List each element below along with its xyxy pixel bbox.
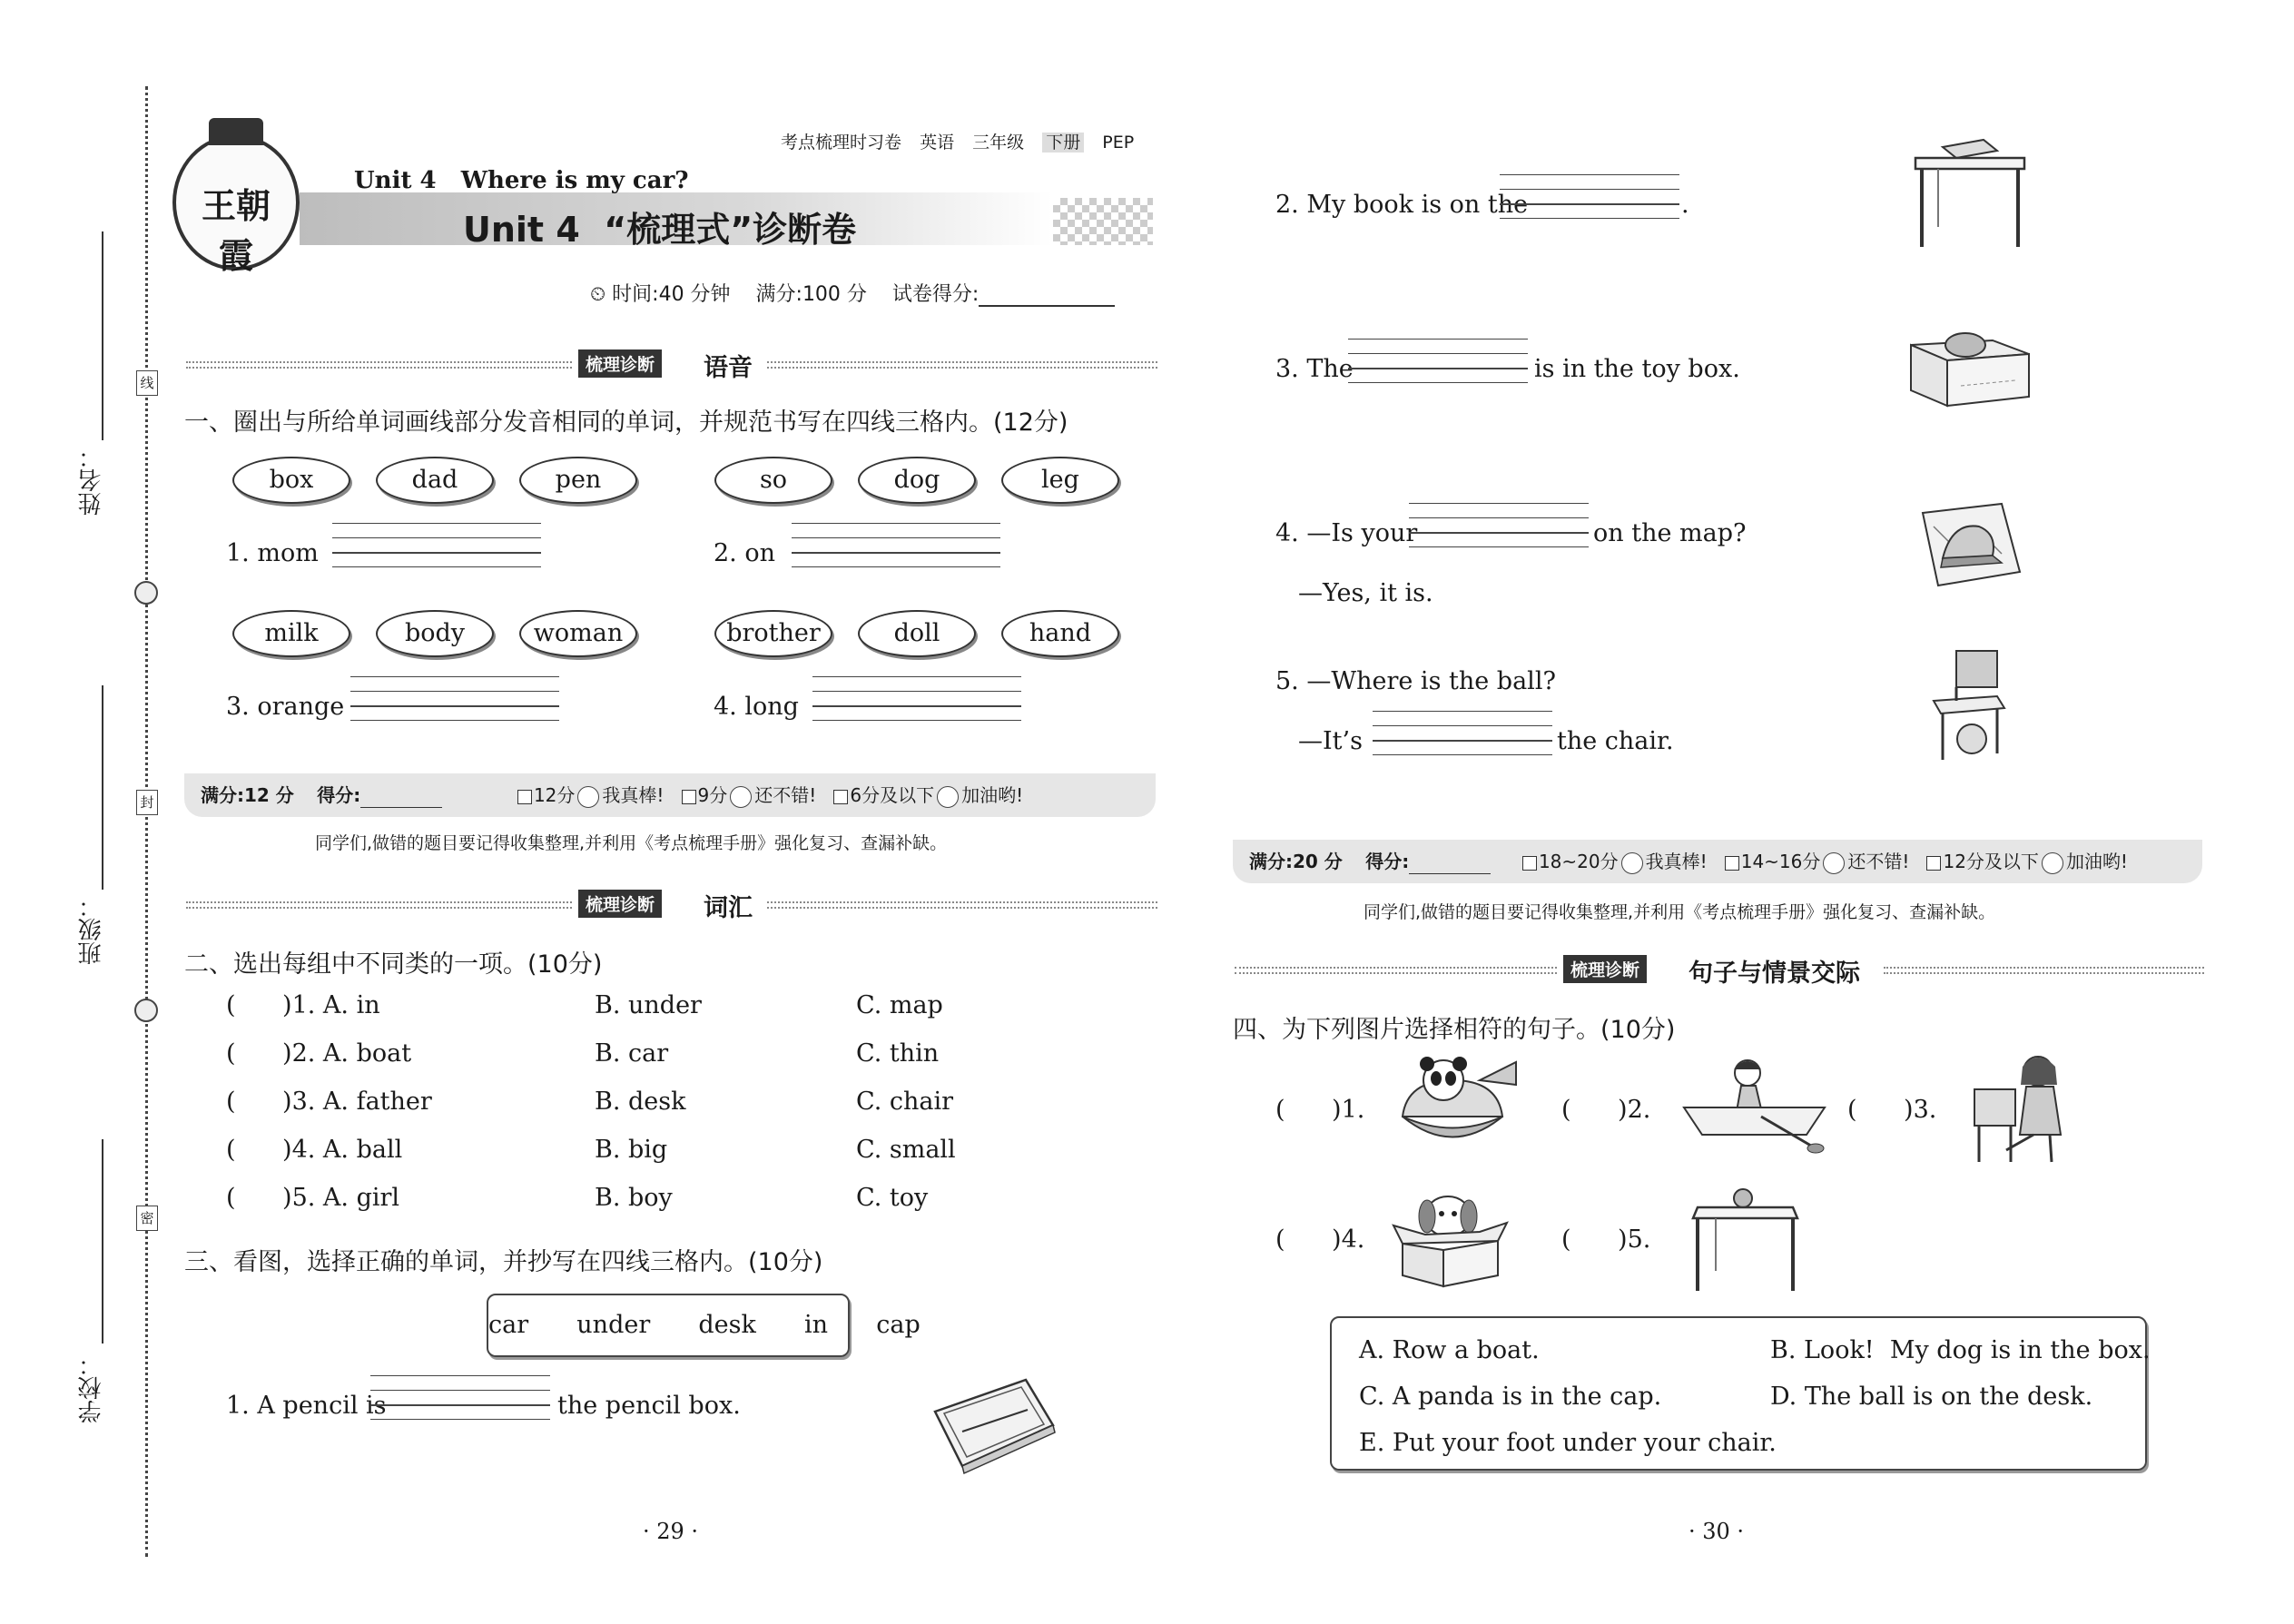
binding-mark-mi: 密: [136, 1206, 158, 1231]
unit-title-chinese: Unit 4 “梳理式”诊断卷: [463, 210, 857, 250]
q2-option-b: B. boy: [595, 1184, 673, 1212]
checkbox[interactable]: [1522, 856, 1537, 871]
checkbox[interactable]: [1926, 856, 1941, 871]
opt-text: 加油哟!: [961, 784, 1024, 806]
map-cap-picture: [1915, 499, 2024, 590]
opt-text: 我真棒!: [1645, 851, 1708, 872]
divider-rule: [186, 901, 572, 909]
oval-word[interactable]: body: [376, 610, 494, 657]
section-name: 句子与情景交际: [1689, 960, 1860, 988]
q3-title: 三、看图，选择正确的单词，并抄写在四线三格内。(10分): [184, 1248, 823, 1276]
q3-s5-part2: the chair.: [1557, 727, 1674, 755]
toy-box-picture: [1906, 322, 2033, 408]
checkbox[interactable]: [517, 790, 532, 804]
oval-word[interactable]: pen: [519, 457, 637, 504]
section-divider-vocab: [186, 888, 1157, 922]
foot-under-chair-picture: [1970, 1048, 2079, 1166]
oval-word[interactable]: so: [714, 457, 832, 504]
q2-option-c: C. toy: [856, 1184, 929, 1212]
name-blank-line: [102, 231, 103, 440]
divider-rule: [767, 361, 1157, 369]
opt-label: 14~16分: [1740, 851, 1821, 872]
ball-desk-picture: [1689, 1180, 1802, 1294]
q2-option-b: B. desk: [595, 1088, 686, 1116]
binding-mark-feng: 封: [136, 790, 158, 815]
toy-box-with-cap-icon: [1911, 333, 2029, 406]
page-number-right: · 30 ·: [1689, 1519, 1745, 1544]
opt-text: 加油哟!: [2065, 851, 2128, 872]
edition: PEP: [1102, 133, 1135, 153]
opt-text: 还不错!: [1847, 851, 1910, 872]
q2-option-c: C. thin: [856, 1039, 940, 1068]
section-tag: 梳理诊断: [578, 349, 662, 378]
q3-s3-part2: is in the toy box.: [1534, 355, 1740, 383]
got-score-blank[interactable]: [1409, 852, 1491, 874]
q2-option-b: B. under: [595, 991, 702, 1019]
q4-item-2[interactable]: ( )2.: [1561, 1096, 1651, 1124]
q3-s3-part1: 3. The: [1275, 355, 1354, 383]
name-label: 姓名：: [78, 445, 105, 516]
series-info: [781, 129, 1147, 153]
oval-word[interactable]: doll: [858, 610, 976, 657]
q3-s1-part1: 1. A pencil is: [226, 1392, 387, 1420]
time-text: ⏲ 时间:40 分钟 满分:100 分 试卷得分:: [590, 283, 980, 306]
q2-row-4[interactable]: ( )4. A. ball: [226, 1136, 403, 1164]
smiley-icon: [2042, 852, 2063, 874]
opt-label: 12分: [533, 784, 576, 806]
oval-word[interactable]: dad: [376, 457, 494, 504]
q4-item-3[interactable]: ( )3.: [1847, 1096, 1937, 1124]
term: 下册: [1042, 133, 1084, 153]
q3-s4-answer: —Yes, it is.: [1298, 579, 1433, 607]
row-boat-picture: [1679, 1053, 1829, 1157]
ball-under-chair-icon: [1934, 651, 2004, 760]
four-line-grid[interactable]: [332, 523, 541, 566]
q3-s5-question: 5. —Where is the ball?: [1275, 667, 1556, 695]
series-name: 考点梳理时习卷: [781, 133, 902, 153]
smiley-icon: [1621, 852, 1643, 874]
section-tag: 梳理诊断: [578, 890, 662, 918]
girl-rowing-boat-icon: [1684, 1060, 1825, 1153]
panda-cap-picture: [1389, 1053, 1521, 1157]
banner-checker-pattern: [1053, 198, 1153, 245]
q3-s4-part2: on the map?: [1593, 519, 1747, 547]
smiley-icon: [577, 786, 599, 808]
q1-item-2: 2. on: [714, 539, 775, 567]
oval-word[interactable]: brother: [714, 610, 832, 657]
checkbox[interactable]: [682, 790, 696, 804]
opt-label: 6分及以下: [850, 784, 935, 806]
four-line-grid[interactable]: [370, 1375, 550, 1419]
q4-option-c: C. A panda is in the cap.: [1359, 1383, 1662, 1411]
class-blank-line: [102, 685, 103, 890]
girl-foot-under-chair-icon: [1974, 1057, 2061, 1162]
q3-s2-part1: 2. My book is on the: [1275, 191, 1529, 219]
got-score-blank[interactable]: [360, 786, 442, 808]
review-note: 同学们,做错的题目要记得收集整理,并利用《考点梳理手册》强化复习、查漏补缺。: [315, 833, 948, 853]
q2-option-c: C. map: [856, 991, 943, 1019]
q4-option-a: A. Row a boat.: [1359, 1336, 1540, 1364]
section-name: 词汇: [704, 894, 753, 922]
panda-in-cap-icon: [1403, 1057, 1516, 1137]
four-line-grid[interactable]: [350, 676, 559, 720]
section-name: 语音: [704, 354, 753, 382]
school-blank-line: [102, 1139, 103, 1343]
desk-with-book-icon: [1915, 140, 2024, 247]
time-score-line: [590, 279, 1115, 307]
q4-option-d: D. The ball is on the desk.: [1770, 1383, 2093, 1411]
pencil-box-icon: [935, 1380, 1055, 1473]
checkbox[interactable]: [833, 790, 848, 804]
opt-text: 我真棒!: [602, 784, 665, 806]
smiley-icon: [730, 786, 752, 808]
q4-title: 四、为下列图片选择相符的句子。(10分): [1233, 1016, 1676, 1044]
score-bar-q1: [184, 773, 1156, 817]
q3-s1-part2: the pencil box.: [557, 1392, 741, 1420]
review-note: 同学们,做错的题目要记得收集整理,并利用《考点梳理手册》强化复习、查漏补缺。: [1364, 902, 1996, 922]
smiley-icon: [1823, 852, 1845, 874]
q2-row-5[interactable]: ( )5. A. girl: [226, 1184, 400, 1212]
q4-item-1[interactable]: ( )1.: [1275, 1096, 1365, 1124]
total-score-blank: [979, 285, 1115, 307]
smiley-icon: [937, 786, 959, 808]
got-score-label: 得分:: [317, 784, 361, 806]
section-divider-sentence: [1235, 953, 2204, 988]
opt-label: 12分及以下: [1943, 851, 2039, 872]
q2-option-c: C. chair: [856, 1088, 954, 1116]
q2-row-2[interactable]: ( )2. A. boat: [226, 1039, 412, 1068]
section-tag: 梳理诊断: [1563, 955, 1647, 983]
binding-dotted-line: [145, 86, 148, 1557]
ball-on-desk-icon: [1693, 1189, 1797, 1291]
unit-title-english: Unit 4 Where is my car?: [354, 167, 689, 194]
binding-mark-xian: 线: [136, 370, 158, 396]
grade: 三年级: [972, 133, 1025, 153]
opt-label: 9分: [697, 784, 728, 806]
q3-s5-part1: —It’s: [1298, 727, 1363, 755]
binding-dot-icon: [134, 999, 158, 1022]
opt-text: 还不错!: [754, 784, 817, 806]
section-divider-phonics: [186, 348, 1157, 382]
q1-title: 一、圈出与所给单词画线部分发音相同的单词，并规范书写在四线三格内。(12分): [184, 408, 1068, 437]
oval-word[interactable]: hand: [1001, 610, 1119, 657]
dog-in-box-icon: [1393, 1196, 1507, 1286]
subject: 英语: [920, 133, 955, 153]
opt-label: 18~20分: [1538, 851, 1619, 872]
q4-item-5[interactable]: ( )5.: [1561, 1225, 1651, 1254]
q3-s2-part2: .: [1681, 191, 1689, 219]
binding-dot-icon: [134, 581, 158, 605]
got-score-label: 得分:: [1365, 851, 1410, 872]
q1-item-1: 1. mom: [226, 539, 319, 567]
q4-item-4[interactable]: ( )4.: [1275, 1225, 1365, 1254]
q2-row-3[interactable]: ( )3. A. father: [226, 1088, 432, 1116]
q4-option-e: E. Put your foot under your chair.: [1359, 1429, 1777, 1457]
q2-title: 二、选出每组中不同类的一项。(10分): [184, 950, 603, 979]
oval-word[interactable]: woman: [519, 610, 637, 657]
oval-word[interactable]: milk: [232, 610, 350, 657]
divider-rule: [186, 361, 572, 369]
q1-item-3: 3. orange: [226, 693, 345, 721]
q4-option-b: B. Look! My dog is in the box.: [1770, 1336, 2151, 1364]
chair-ball-picture: [1925, 646, 2011, 764]
word-bank-box: car under desk in cap: [487, 1294, 850, 1357]
four-line-grid[interactable]: [792, 523, 1000, 566]
checkbox[interactable]: [1725, 856, 1739, 871]
brand-logo: [172, 134, 300, 276]
q2-option-c: C. small: [856, 1136, 956, 1164]
cap-on-map-icon: [1923, 504, 2020, 586]
pencil-box-picture: [926, 1375, 1062, 1475]
logo-text: 王朝霞: [201, 185, 271, 276]
full-score: 满分:20 分: [1249, 851, 1343, 872]
four-line-grid[interactable]: [812, 676, 1021, 720]
oval-word[interactable]: leg: [1001, 457, 1119, 504]
q2-option-b: B. car: [595, 1039, 669, 1068]
oval-word[interactable]: box: [232, 457, 350, 504]
four-line-grid[interactable]: [1500, 174, 1679, 218]
dog-box-picture: [1389, 1185, 1511, 1289]
school-label: 学校：: [78, 1353, 105, 1423]
four-line-grid[interactable]: [1348, 339, 1528, 382]
q3-s4-part1: 4. —Is your: [1275, 519, 1418, 547]
q1-item-4: 4. long: [714, 693, 799, 721]
full-score: 满分:12 分: [201, 784, 294, 806]
four-line-grid[interactable]: [1409, 503, 1589, 546]
page-number-left: · 29 ·: [643, 1519, 699, 1544]
q2-option-b: B. big: [595, 1136, 668, 1164]
oval-word[interactable]: dog: [858, 457, 976, 504]
divider-rule: [1235, 967, 1557, 974]
score-bar-q3: [1233, 840, 2202, 883]
divider-rule: [1884, 967, 2204, 974]
divider-rule: [767, 901, 1157, 909]
four-line-grid[interactable]: [1373, 711, 1552, 754]
class-label: 班级：: [78, 894, 105, 965]
crown-icon: [209, 118, 263, 145]
desk-book-picture: [1911, 136, 2029, 250]
q2-row-1[interactable]: ( )1. A. in: [226, 991, 380, 1019]
